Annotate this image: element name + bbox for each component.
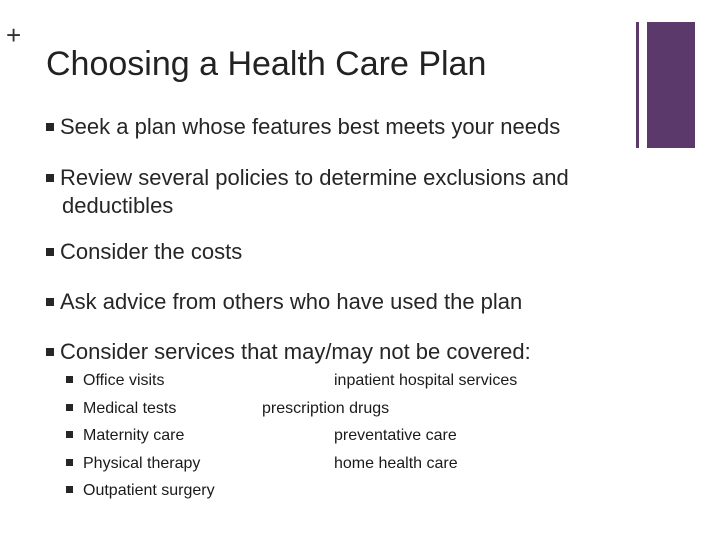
service-label-right: inpatient hospital services <box>334 372 518 389</box>
service-label: Outpatient surgery <box>83 482 215 499</box>
service-label-right: preventative care <box>334 427 457 444</box>
service-item <box>66 425 184 447</box>
service-label: Office visits <box>83 372 165 389</box>
service-item <box>66 453 200 475</box>
service-item <box>66 480 215 502</box>
service-item <box>66 398 176 420</box>
bullet-square-icon <box>46 123 54 131</box>
service-label-right: prescription drugs <box>262 400 390 417</box>
bullet-square-icon <box>46 298 54 306</box>
bullet-text: Ask advice from others who have used the plan <box>60 289 523 314</box>
service-label-right: home health care <box>334 455 458 472</box>
bullet-item <box>46 113 560 141</box>
bullet-text: Seek a plan whose features best meets your needs <box>60 114 561 139</box>
bullet-item <box>46 164 569 220</box>
service-label: Physical therapy <box>83 455 201 472</box>
bullet-item <box>46 288 522 316</box>
corner-plus-mark: + <box>6 20 22 50</box>
service-label: Medical tests <box>83 400 177 417</box>
accent-bar-thick <box>647 22 695 148</box>
bullet-square-icon <box>66 486 73 493</box>
bullet-item <box>46 338 531 366</box>
bullet-text: Review several policies to determine exclusions and <box>60 165 569 190</box>
bullet-square-icon <box>66 376 73 383</box>
bullet-text: Consider services that may/may not be covered: <box>60 339 531 364</box>
service-label: Maternity care <box>83 427 185 444</box>
bullet-text: Consider the costs <box>60 239 243 264</box>
bullet-square-icon <box>46 248 54 256</box>
bullet-square-icon <box>66 459 73 466</box>
bullet-square-icon <box>66 404 73 411</box>
bullet-square-icon <box>46 348 54 356</box>
accent-bar-thin <box>636 22 639 148</box>
slide-title: Choosing a Health Care Plan <box>46 45 487 83</box>
service-item <box>66 370 165 392</box>
bullet-text-continuation: deductibles <box>62 193 174 218</box>
bullet-item <box>46 238 242 266</box>
bullet-square-icon <box>46 174 54 182</box>
bullet-square-icon <box>66 431 73 438</box>
